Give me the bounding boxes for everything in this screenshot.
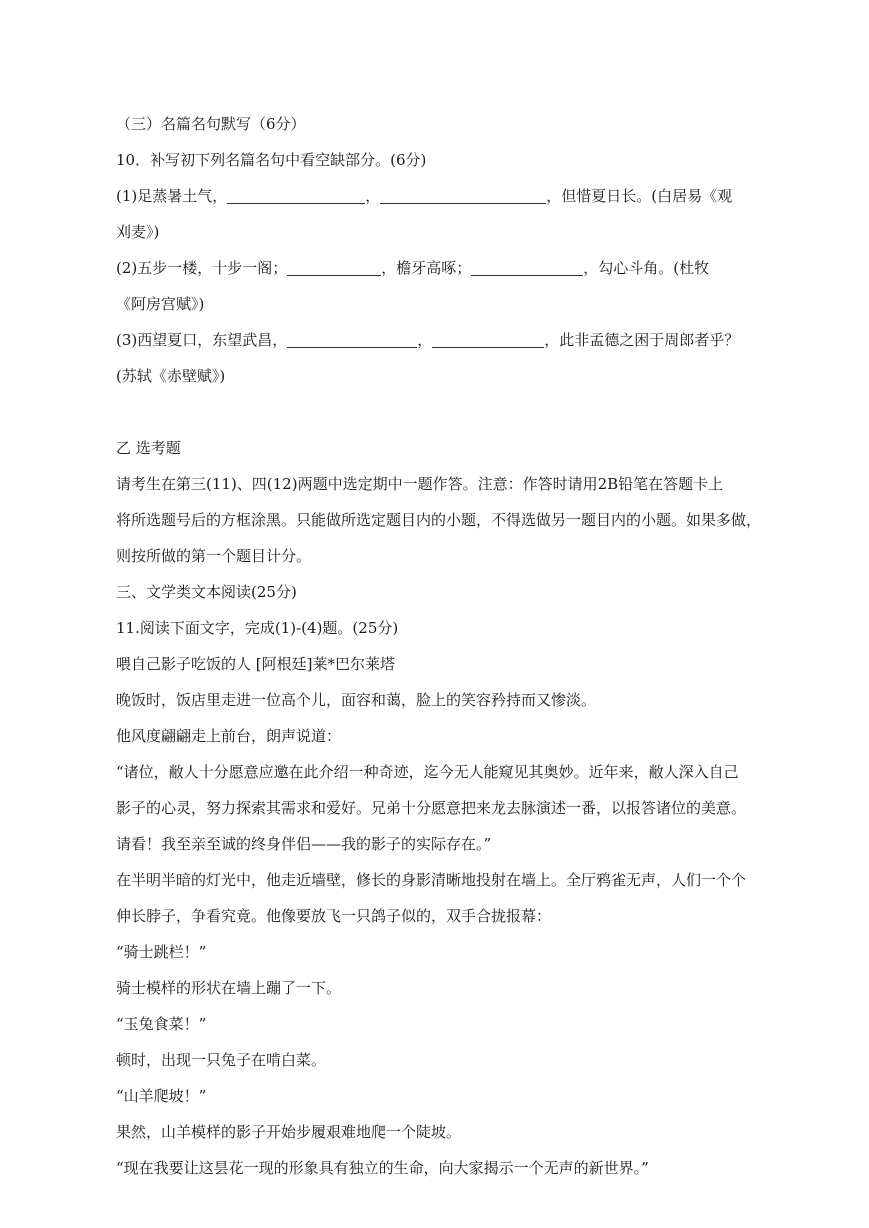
item-text: (3)西望夏口，东望武昌， [116,331,288,349]
story-paragraph: “现在我要让这昙花一现的形象具有独立的生命，向大家揭示一个无声的新世界。” [116,1159,649,1177]
q10-item-2-cont: 《阿房宫赋》) [116,295,205,313]
item-text: ，但惜夏日长。(白居易《观 [546,187,733,205]
question-10-prompt: 10．补写初下列名篇名句中看空缺部分。(6分) [116,151,427,169]
elective-instruction: 将所选题号后的方框涂黑。只能做所选定题目内的小题，不得选做另一题目内的小题。如果多做， [116,511,762,529]
answer-blank[interactable] [380,185,546,204]
document-page [116,106,766,1186]
section-heading: 三、文学类文本阅读(25分) [116,583,297,601]
story-title: 喂自己影子吃饭的人 [阿根廷]莱*巴尔莱塔 [116,655,395,673]
story-paragraph: “玉兔食菜！” [116,1015,207,1033]
story-paragraph: 伸长脖子，争看究竟。他像要放飞一只鸽子似的，双手合拢报幕： [116,907,552,925]
answer-blank[interactable] [227,185,365,204]
story-paragraph: 果然，山羊模样的影子开始步履艰难地爬一个陡坡。 [116,1123,462,1141]
item-text: ，此非孟德之困于周郎者乎？ [544,331,740,349]
q10-item-1 [116,178,766,214]
item-text: ， [365,187,381,205]
story-paragraph: 在半明半暗的灯光中，他走近墙壁，修长的身影清晰地投射在墙上。全厅鸦雀无声，人们一个个 [116,871,747,889]
q10-item-2 [116,250,766,286]
section-heading: （三）名篇名句默写（6分） [116,115,306,133]
story-paragraph: 骑士模样的形状在墙上蹦了一下。 [116,979,342,997]
question-11-prompt: 11.阅读下面文字，完成(1)-(4)题。(25分) [116,619,399,637]
story-paragraph: “山羊爬坡！” [116,1087,207,1105]
answer-blank[interactable] [432,329,544,348]
item-text: ， [417,331,433,349]
elective-instruction: 请考生在第三(11)、四(12)两题中选定期中一题作答。注意：作答时请用2B铅笔在答题卡上 [116,475,724,493]
answer-blank[interactable] [287,329,417,348]
q10-item-3 [116,322,766,358]
story-paragraph: 请看！我至亲至诚的终身伴侣——我的影子的实际存在。” [116,835,492,853]
story-paragraph: 他风度翩翩走上前台，朗声说道： [116,727,342,745]
story-paragraph: 影子的心灵，努力探索其需求和爱好。兄弟十分愿意把来龙去脉演述一番，以报答诸位的美意。 [116,799,747,817]
item-text: (1)足蒸暑土气， [116,187,228,205]
story-paragraph: “诸位，敝人十分愿意应邀在此介绍一种奇迹，迄今无人能窥见其奥妙。近年来，敝人深入自己 [116,763,739,781]
story-paragraph: 顿时，出现一只兔子在啃白菜。 [116,1051,327,1069]
elective-title: 乙 选考题 [116,439,181,457]
answer-blank[interactable] [471,257,583,276]
story-paragraph: “骑士跳栏！” [116,943,207,961]
q10-item-3-cont: (苏轼《赤壁赋》) [116,367,226,385]
q10-item-1-cont: 刈麦》) [116,223,160,241]
item-text: (2)五步一楼，十步一阁； [116,259,288,277]
item-text: ，檐牙高啄； [381,259,472,277]
story-paragraph: 晚饭时，饭店里走进一位高个儿，面容和蔼，脸上的笑容矜持而又惨淡。 [116,691,597,709]
spacer [116,394,766,430]
answer-blank[interactable] [287,257,381,276]
item-text: ，勾心斗角。(杜牧 [583,259,710,277]
elective-instruction: 则按所做的第一个题目计分。 [116,547,312,565]
